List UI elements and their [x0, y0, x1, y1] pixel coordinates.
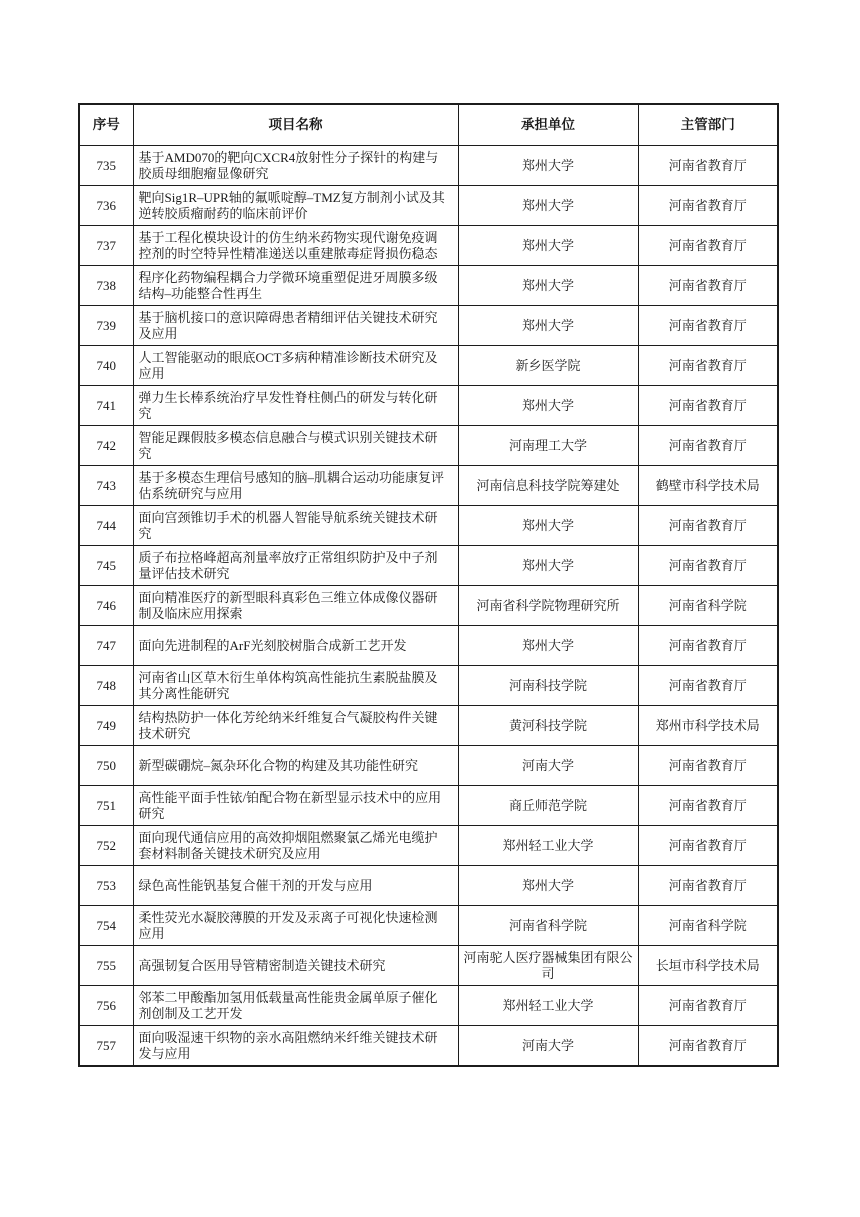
project-name-cell: 邻苯二甲酸酯加氢用低载量高性能贵金属单原子催化剂创制及工艺开发: [133, 986, 458, 1026]
seq-number-cell: 747: [79, 626, 133, 666]
supervising-dept-cell: 郑州市科学技术局: [638, 706, 778, 746]
project-table: [78, 103, 779, 1067]
undertaking-unit-cell: 郑州大学: [458, 306, 638, 346]
seq-number-cell: 757: [79, 1026, 133, 1067]
supervising-dept-cell: 河南省教育厅: [638, 226, 778, 266]
undertaking-unit-cell: 郑州大学: [458, 226, 638, 266]
project-name-cell: 人工智能驱动的眼底OCT多病种精准诊断技术研究及应用: [133, 346, 458, 386]
project-name-cell: 新型碳硼烷–氮杂环化合物的构建及其功能性研究: [133, 746, 458, 786]
supervising-dept-cell: 河南省教育厅: [638, 626, 778, 666]
undertaking-unit-cell: 郑州大学: [458, 866, 638, 906]
supervising-dept-cell: 河南省教育厅: [638, 986, 778, 1026]
header-seq-number: 序号: [79, 104, 133, 146]
table-row: [79, 946, 778, 986]
undertaking-unit-cell: 黄河科技学院: [458, 706, 638, 746]
undertaking-unit-cell: 河南理工大学: [458, 426, 638, 466]
table-row: [79, 986, 778, 1026]
undertaking-unit-cell: 新乡医学院: [458, 346, 638, 386]
undertaking-unit-cell: 河南大学: [458, 746, 638, 786]
header-project-name: 项目名称: [133, 104, 458, 146]
undertaking-unit-cell: 商丘师范学院: [458, 786, 638, 826]
project-name-cell: 结构热防护一体化芳纶纳米纤维复合气凝胶构件关键技术研究: [133, 706, 458, 746]
supervising-dept-cell: 河南省教育厅: [638, 346, 778, 386]
undertaking-unit-cell: 河南省科学院物理研究所: [458, 586, 638, 626]
undertaking-unit-cell: 郑州轻工业大学: [458, 826, 638, 866]
project-name-cell: 面向吸湿速干织物的亲水高阻燃纳米纤维关键技术研发与应用: [133, 1026, 458, 1067]
table-row: [79, 626, 778, 666]
project-name-cell: 面向精准医疗的新型眼科真彩色三维立体成像仪器研制及临床应用探索: [133, 586, 458, 626]
table-row: [79, 866, 778, 906]
project-name-cell: 面向现代通信应用的高效抑烟阻燃聚氯乙烯光电缆护套材料制备关键技术研究及应用: [133, 826, 458, 866]
table-row: [79, 786, 778, 826]
project-name-cell: 基于多模态生理信号感知的脑–肌耦合运动功能康复评估系统研究与应用: [133, 466, 458, 506]
undertaking-unit-cell: 河南大学: [458, 1026, 638, 1067]
seq-number-cell: 737: [79, 226, 133, 266]
supervising-dept-cell: 河南省教育厅: [638, 746, 778, 786]
table-row: [79, 226, 778, 266]
seq-number-cell: 742: [79, 426, 133, 466]
undertaking-unit-cell: 郑州大学: [458, 546, 638, 586]
seq-number-cell: 739: [79, 306, 133, 346]
table-row: [79, 1026, 778, 1067]
table-row: [79, 466, 778, 506]
supervising-dept-cell: 河南省科学院: [638, 906, 778, 946]
project-name-cell: 高强韧复合医用导管精密制造关键技术研究: [133, 946, 458, 986]
seq-number-cell: 744: [79, 506, 133, 546]
seq-number-cell: 752: [79, 826, 133, 866]
seq-number-cell: 743: [79, 466, 133, 506]
table-row: [79, 666, 778, 706]
project-name-cell: 智能足踝假肢多模态信息融合与模式识别关键技术研究: [133, 426, 458, 466]
table-body: [79, 146, 778, 1067]
supervising-dept-cell: 河南省教育厅: [638, 266, 778, 306]
supervising-dept-cell: 长垣市科学技术局: [638, 946, 778, 986]
project-name-cell: 面向先进制程的ArF光刻胶树脂合成新工艺开发: [133, 626, 458, 666]
project-name-cell: 绿色高性能钒基复合催干剂的开发与应用: [133, 866, 458, 906]
table-row: [79, 546, 778, 586]
table-row: [79, 586, 778, 626]
supervising-dept-cell: 河南省教育厅: [638, 546, 778, 586]
project-name-cell: 基于脑机接口的意识障碍患者精细评估关键技术研究及应用: [133, 306, 458, 346]
project-name-cell: 高性能平面手性铱/铂配合物在新型显示技术中的应用研究: [133, 786, 458, 826]
supervising-dept-cell: 鹤壁市科学技术局: [638, 466, 778, 506]
undertaking-unit-cell: 河南科技学院: [458, 666, 638, 706]
seq-number-cell: 755: [79, 946, 133, 986]
project-name-cell: 基于AMD070的靶向CXCR4放射性分子探针的构建与胶质母细胞瘤显像研究: [133, 146, 458, 186]
seq-number-cell: 741: [79, 386, 133, 426]
project-name-cell: 河南省山区草木衍生单体构筑高性能抗生素脱盐膜及其分离性能研究: [133, 666, 458, 706]
table-row: [79, 426, 778, 466]
table-row: [79, 306, 778, 346]
undertaking-unit-cell: 郑州大学: [458, 186, 638, 226]
supervising-dept-cell: 河南省教育厅: [638, 866, 778, 906]
seq-number-cell: 751: [79, 786, 133, 826]
undertaking-unit-cell: 河南驼人医疗器械集团有限公司: [458, 946, 638, 986]
seq-number-cell: 738: [79, 266, 133, 306]
project-name-cell: 弹力生长棒系统治疗早发性脊柱侧凸的研发与转化研究: [133, 386, 458, 426]
project-name-cell: 柔性荧光水凝胶薄膜的开发及汞离子可视化快速检测应用: [133, 906, 458, 946]
table-row: [79, 906, 778, 946]
table-row: [79, 386, 778, 426]
table-row: [79, 146, 778, 186]
supervising-dept-cell: 河南省教育厅: [638, 826, 778, 866]
project-name-cell: 面向宫颈锥切手术的机器人智能导航系统关键技术研究: [133, 506, 458, 546]
seq-number-cell: 756: [79, 986, 133, 1026]
undertaking-unit-cell: 郑州大学: [458, 626, 638, 666]
table-row: [79, 706, 778, 746]
supervising-dept-cell: 河南省教育厅: [638, 666, 778, 706]
seq-number-cell: 749: [79, 706, 133, 746]
seq-number-cell: 753: [79, 866, 133, 906]
project-name-cell: 靶向Sig1R–UPR轴的氟哌啶醇–TMZ复方制剂小试及其逆转胶质瘤耐药的临床前评价: [133, 186, 458, 226]
supervising-dept-cell: 河南省教育厅: [638, 306, 778, 346]
table-row: [79, 346, 778, 386]
supervising-dept-cell: 河南省教育厅: [638, 786, 778, 826]
undertaking-unit-cell: 郑州大学: [458, 386, 638, 426]
table-row: [79, 186, 778, 226]
supervising-dept-cell: 河南省教育厅: [638, 426, 778, 466]
header-undertaking-unit: 承担单位: [458, 104, 638, 146]
table-row: [79, 746, 778, 786]
table-row: [79, 826, 778, 866]
undertaking-unit-cell: 郑州大学: [458, 506, 638, 546]
supervising-dept-cell: 河南省教育厅: [638, 186, 778, 226]
supervising-dept-cell: 河南省教育厅: [638, 506, 778, 546]
seq-number-cell: 746: [79, 586, 133, 626]
undertaking-unit-cell: 郑州大学: [458, 146, 638, 186]
undertaking-unit-cell: 河南省科学院: [458, 906, 638, 946]
undertaking-unit-cell: 郑州大学: [458, 266, 638, 306]
seq-number-cell: 754: [79, 906, 133, 946]
table-header-row: [79, 104, 778, 146]
seq-number-cell: 740: [79, 346, 133, 386]
table-row: [79, 506, 778, 546]
header-supervising-dept: 主管部门: [638, 104, 778, 146]
supervising-dept-cell: 河南省科学院: [638, 586, 778, 626]
project-name-cell: 程序化药物编程耦合力学微环境重塑促进牙周膜多级结构–功能整合性再生: [133, 266, 458, 306]
supervising-dept-cell: 河南省教育厅: [638, 146, 778, 186]
seq-number-cell: 735: [79, 146, 133, 186]
supervising-dept-cell: 河南省教育厅: [638, 386, 778, 426]
undertaking-unit-cell: 郑州轻工业大学: [458, 986, 638, 1026]
seq-number-cell: 736: [79, 186, 133, 226]
seq-number-cell: 750: [79, 746, 133, 786]
seq-number-cell: 745: [79, 546, 133, 586]
supervising-dept-cell: 河南省教育厅: [638, 1026, 778, 1067]
seq-number-cell: 748: [79, 666, 133, 706]
table-row: [79, 266, 778, 306]
project-name-cell: 基于工程化模块设计的仿生纳米药物实现代谢免疫调控剂的时空特异性精准递送以重建脓毒症肾损伤稳态: [133, 226, 458, 266]
project-name-cell: 质子布拉格峰超高剂量率放疗正常组织防护及中子剂量评估技术研究: [133, 546, 458, 586]
undertaking-unit-cell: 河南信息科技学院筹建处: [458, 466, 638, 506]
